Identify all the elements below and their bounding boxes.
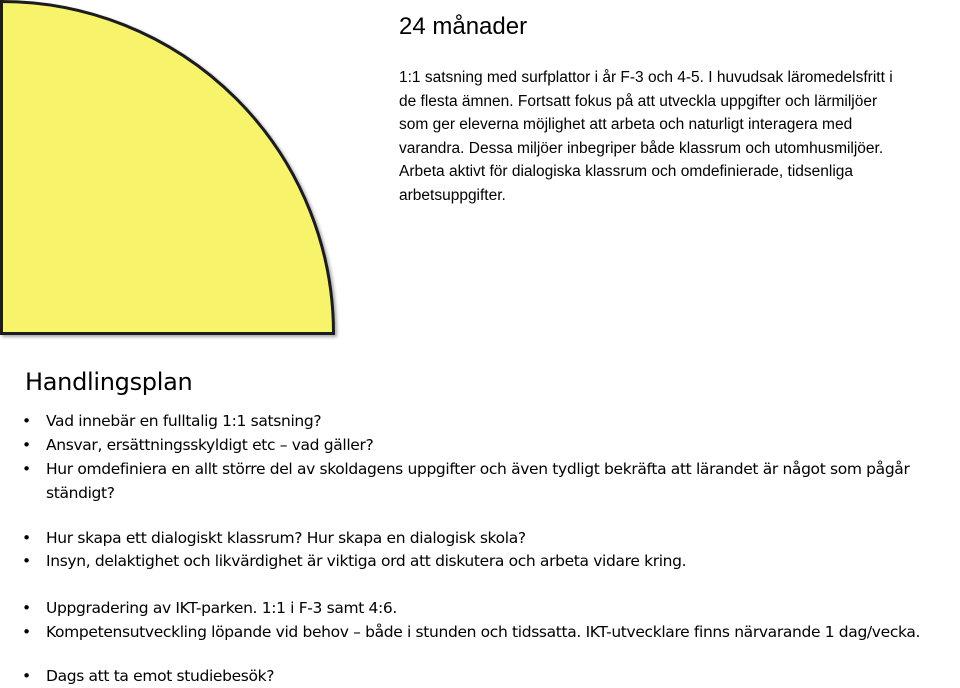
intro-line: Arbeta aktivt för dialogiska klassrum och omdefinierade, tidsenliga	[399, 163, 854, 180]
bullet-icon: •	[22, 529, 31, 547]
list-item	[22, 664, 952, 688]
list-item-text: Insyn, delaktighet och likvärdighet är viktiga ord att diskutera och arbeta vidare kring.	[46, 552, 687, 570]
list-item-text: Hur skapa ett dialogiskt klassrum? Hur skapa en dialogisk skola?	[46, 529, 526, 547]
intro-line: 1:1 satsning med surfplattor i år F-3 och 4-5. I huvudsak läromedelsfritt i	[399, 69, 893, 86]
quarter-circle-fill	[2, 2, 334, 334]
list-item-text: Kompetensutveckling löpande vid behov – både i stunden och tidssatta. IKT-utvecklare finns närvarande 1 dag/vecka.	[46, 623, 921, 641]
list-item-text: Hur omdefiniera en allt större del av skoldagens uppgifter och även tydligt bekräfta att lärandet är något som pågår ständigt?	[46, 460, 910, 502]
bullet-icon: •	[22, 436, 31, 454]
intro-line: som ger eleverna möjlighet att arbeta och naturligt interagera med	[399, 116, 853, 133]
page-title: 24 månader	[399, 13, 528, 40]
list-item-text: Ansvar, ersättningsskyldigt etc – vad gäller?	[46, 436, 374, 454]
bullet-icon: •	[22, 623, 31, 641]
bullet-icon: •	[22, 552, 31, 570]
list-item	[22, 526, 952, 550]
bullet-icon: •	[22, 667, 31, 685]
list-item-text: Uppgradering av IKT-parken. 1:1 i F-3 samt 4:6.	[46, 599, 397, 617]
list-item-text: Vad innebär en fulltalig 1:1 satsning?	[46, 412, 322, 430]
list-item	[22, 457, 952, 505]
intro-line: varandra. Dessa miljöer inbegriper både klassrum och utomhusmiljöer.	[399, 139, 884, 157]
intro-line: arbetsuppgifter.	[399, 186, 506, 204]
list-item-text: Dags att ta emot studiebesök?	[46, 667, 275, 685]
list-item	[22, 409, 952, 433]
list-item	[22, 596, 952, 620]
list-item	[22, 433, 952, 457]
bullet-icon: •	[22, 412, 31, 430]
bullet-icon: •	[22, 599, 31, 617]
plan-heading: Handlingsplan	[25, 368, 193, 396]
bullet-icon: •	[22, 460, 31, 478]
intro-paragraph	[399, 66, 957, 207]
list-item	[22, 620, 952, 644]
list-item	[22, 549, 952, 573]
intro-line: de flesta ämnen. Fortsatt fokus på att utveckla uppgifter och lärmiljöer	[399, 92, 878, 110]
quarter-circle-shape	[0, 0, 340, 340]
